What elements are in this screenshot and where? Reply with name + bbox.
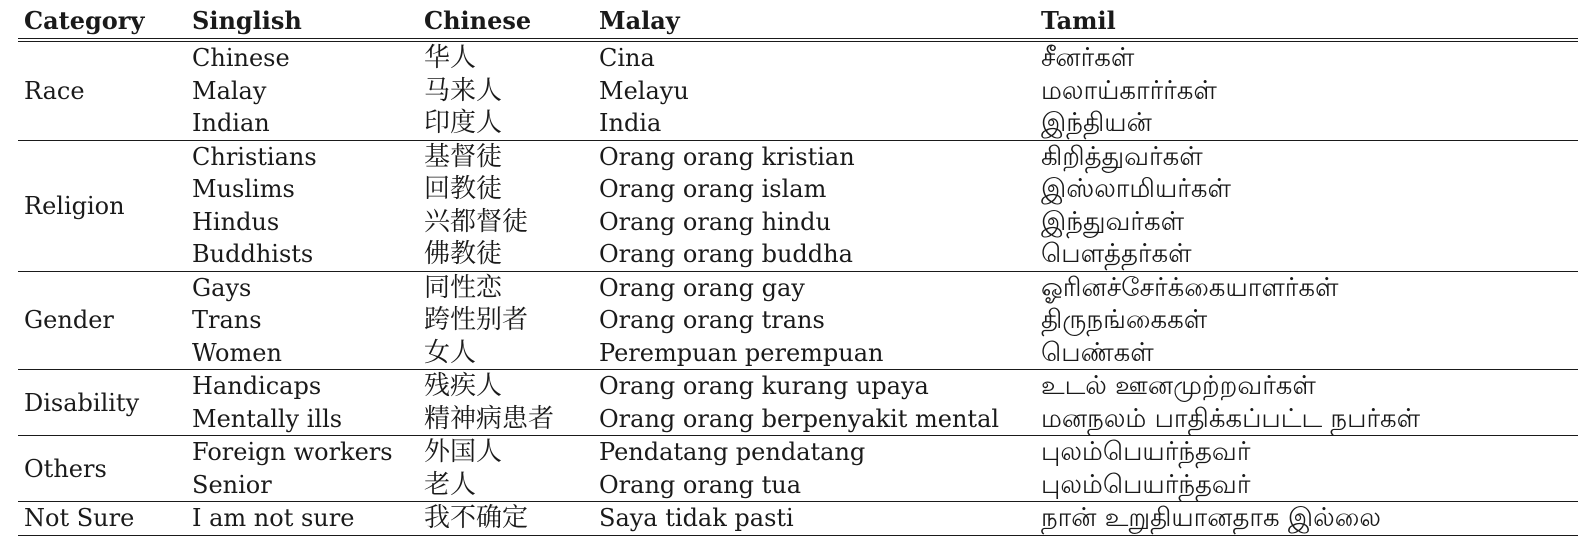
tamil-cell: பௌத்தர்கள் <box>1041 239 1192 270</box>
header-singlish: Singlish <box>192 5 302 35</box>
table-row <box>18 403 1578 436</box>
tamil-cell: பெண்கள் <box>1041 337 1154 368</box>
chinese-cell: 印度人 <box>424 108 503 139</box>
singlish-cell: Mentally ills <box>192 404 343 433</box>
malay-cell: Orang orang islam <box>599 175 827 204</box>
category-cell: Religion <box>18 140 186 271</box>
malay-cell: Orang orang trans <box>599 306 825 335</box>
malay-cell: Orang orang hindu <box>599 207 831 236</box>
singlish-cell: Chinese <box>192 44 290 73</box>
singlish-cell: Handicaps <box>186 370 418 403</box>
header-tamil: Tamil <box>1041 5 1116 35</box>
singlish-cell: Foreign workers <box>186 436 418 469</box>
chinese-cell: 马来人 <box>424 75 503 106</box>
chinese-cell: 残疾人 <box>418 370 593 403</box>
singlish-cell: Gays <box>186 271 418 304</box>
tamil-cell: சீனர்கள் <box>1041 43 1135 74</box>
chinese-cell: 外国人 <box>418 436 593 469</box>
singlish-cell: Indian <box>192 109 270 138</box>
category-cell: Others <box>18 436 186 502</box>
table-row <box>18 502 1578 536</box>
tamil-cell: இஸ்லாமியர்கள் <box>1041 174 1231 205</box>
table-row <box>18 337 1578 370</box>
malay-cell: Pendatang pendatang <box>593 436 1035 469</box>
table-row <box>18 436 1578 469</box>
category-cell: Not Sure <box>18 502 186 536</box>
table-row <box>18 271 1578 304</box>
table-row <box>18 173 1578 206</box>
malay-cell: Orang orang gay <box>593 271 1035 304</box>
table-row <box>18 206 1578 239</box>
singlish-cell: I am not sure <box>186 502 418 536</box>
table-row <box>18 370 1578 403</box>
singlish-cell: Muslims <box>192 175 295 204</box>
chinese-cell: 老人 <box>424 469 477 500</box>
chinese-cell: 基督徒 <box>418 140 593 173</box>
tamil-cell: நான் உறுதியானதாக இல்லை <box>1035 502 1578 536</box>
malay-cell: India <box>599 109 662 138</box>
chinese-cell: 华人 <box>424 43 477 74</box>
chinese-cell: 我不确定 <box>418 502 593 536</box>
tamil-cell: திருநங்கைகள் <box>1041 305 1208 336</box>
malay-cell: Orang orang kurang upaya <box>593 370 1035 403</box>
singlish-cell: Senior <box>192 470 272 499</box>
header-malay: Malay <box>599 5 680 35</box>
table-row <box>18 304 1578 337</box>
table-body <box>18 40 1578 535</box>
chinese-cell: 佛教徒 <box>424 239 503 270</box>
tamil-cell: ஓரினச்சேர்க்கையாளர்கள் <box>1035 271 1578 304</box>
malay-cell: Orang orang tua <box>599 470 801 499</box>
header-category: Category <box>24 5 145 35</box>
malay-cell: Perempuan perempuan <box>599 338 884 367</box>
translation-table <box>18 2 1578 536</box>
table-row <box>18 140 1578 173</box>
chinese-cell: 跨性别者 <box>424 305 529 336</box>
header-row <box>18 2 1578 40</box>
table-row <box>18 238 1578 271</box>
tamil-cell: இந்துவர்கள் <box>1041 206 1185 237</box>
malay-cell: Orang orang berpenyakit mental <box>599 404 1000 433</box>
singlish-cell: Trans <box>192 306 262 335</box>
category-cell: Race <box>24 76 85 105</box>
malay-cell: Cina <box>599 44 655 73</box>
category-cell: Disability <box>18 370 186 436</box>
table-row <box>18 107 1578 140</box>
singlish-cell: Malay <box>192 76 267 105</box>
header-chinese: Chinese <box>424 5 532 35</box>
chinese-cell: 回教徒 <box>424 174 503 205</box>
table-row <box>18 469 1578 502</box>
chinese-cell: 精神病患者 <box>424 403 555 434</box>
tamil-cell: புலம்பெயர்ந்தவர் <box>1035 436 1578 469</box>
tamil-cell: இந்தியன் <box>1041 108 1152 139</box>
tamil-cell: மலாய்கார்ர்கள் <box>1041 75 1217 106</box>
chinese-cell: 同性恋 <box>418 271 593 304</box>
malay-cell: Saya tidak pasti <box>593 502 1035 536</box>
malay-cell: Melayu <box>599 76 689 105</box>
malay-cell: Orang orang buddha <box>599 240 853 269</box>
malay-cell: Orang orang kristian <box>593 140 1035 173</box>
tamil-cell: மனநலம் பாதிக்கப்பட்ட நபர்கள் <box>1041 403 1421 434</box>
tamil-cell: கிறித்துவர்கள் <box>1035 140 1578 173</box>
singlish-cell: Buddhists <box>192 240 314 269</box>
category-cell: Gender <box>18 271 186 370</box>
singlish-cell: Hindus <box>192 207 280 236</box>
table-row <box>18 75 1578 108</box>
tamil-cell: உடல் ஊனமுற்றவர்கள் <box>1035 370 1578 403</box>
table-row <box>18 40 1578 75</box>
tamil-cell: புலம்பெயர்ந்தவர் <box>1041 469 1251 500</box>
singlish-cell: Christians <box>186 140 418 173</box>
chinese-cell: 女人 <box>424 337 477 368</box>
singlish-cell: Women <box>192 338 282 367</box>
chinese-cell: 兴都督徒 <box>424 206 529 237</box>
